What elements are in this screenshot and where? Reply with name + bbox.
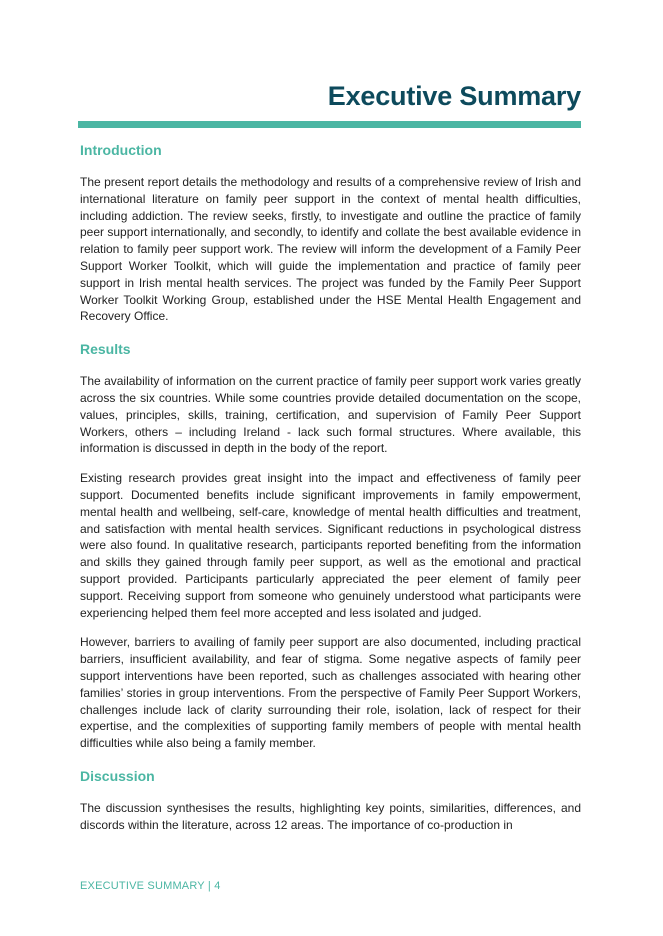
results-paragraph: The availability of information on the current practice of family peer support work varies greatly across the six countries. While some countries provide detailed documentation on the scope, values, principles, skills, training, certification, and supervision of Family Peer Support Workers, others – including Ireland - lack such formal structures. Where available, this information is discussed in depth in the body of the report. [80,374,581,456]
results-paragraph: Existing research provides great insight into the impact and effectiveness of family peer support. Documented benefits include significant improvements in family empowerment, mental health and wellbeing, self-care, knowledge of mental health difficulties and treatment, and satisfaction with mental health services. Significant reductions in psychological distress were also found. In qualitative research, participants reported benefiting from the information and skills they gained through family peer support, as well as the emotional and practical support provided. Participants particularly appreciated the peer element of family peer support. Receiving support from someone who genuinely understood what participants were experiencing helped them feel more accepted and less isolated and judged. [80,471,581,620]
results-paragraph: However, barriers to availing of family peer support are also documented, including practical barriers, insufficient availability, and fear of stigma. Some negative aspects of family peer support interventions have been reported, such as challenges associated with hearing other families’ stories in group interventions. From the perspective of Family Peer Support Workers, challenges include lack of clarity surrounding their role, isolation, lack of respect for their expertise, and the complexities of supporting family members of people with mental health difficulties while also being a family member. [80,635,581,751]
page-title: Executive Summary [327,81,581,111]
results-heading: Results [80,341,131,358]
discussion-section [80,766,581,834]
introduction-heading: Introduction [80,142,162,158]
introduction-paragraph: The present report details the methodology and results of a comprehensive review of Irish and international literature on family peer support in the context of mental health difficulties, including addiction. The review seeks, firstly, to investigate and outline the practice of family peer support internationally, and secondly, to identify and collate the best available evidence in relation to family peer support work. The review will inform the development of a Family Peer Support Worker Toolkit, which will guide the implementation and practice of family peer support in Irish mental health services. The project was funded by the Family Peer Support Worker Toolkit Working Group, established under the HSE Mental Health Engagement and Recovery Office. [80,175,581,324]
main-content [80,140,581,834]
title-divider [78,121,581,128]
introduction-section [80,140,581,325]
page-footer: EXECUTIVE SUMMARY | 4 [80,880,221,892]
discussion-heading: Discussion [80,767,155,784]
results-section [80,339,581,752]
discussion-paragraph: The discussion synthesises the results, highlighting key points, similarities, differences, and discords within the literature, across 12 areas. The importance of co-production in [80,800,581,832]
